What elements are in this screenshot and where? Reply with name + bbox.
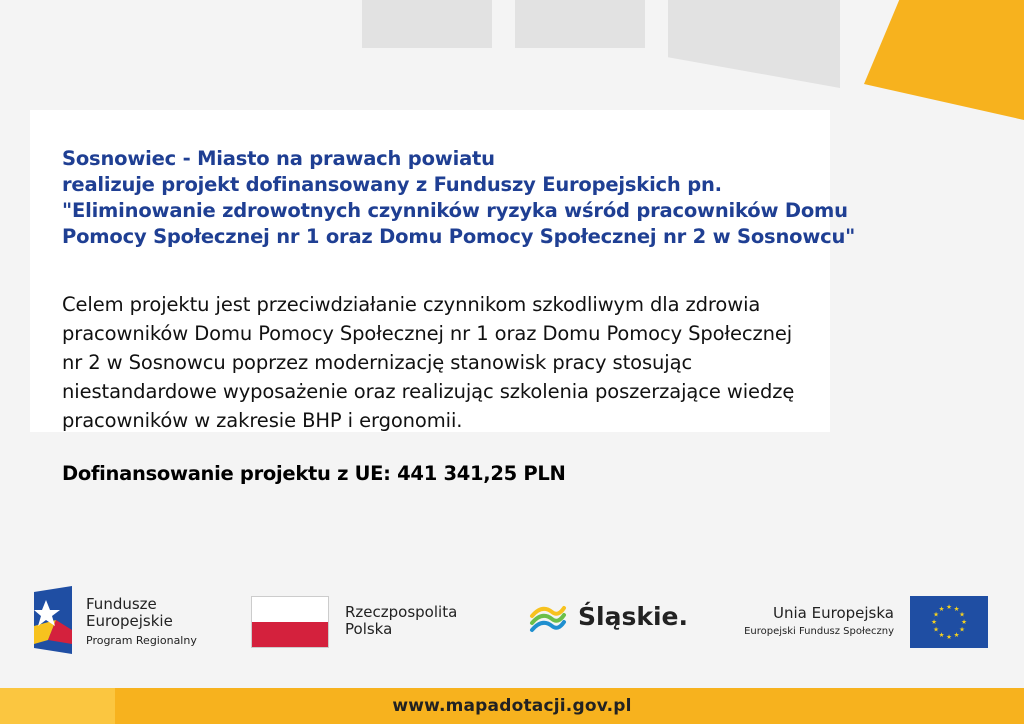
eu-star-icon: ★ bbox=[946, 603, 952, 612]
fundusze-europejskie-logo-text bbox=[86, 596, 197, 649]
funding-amount: Dofinansowanie projektu z UE: 441 341,25 PLN bbox=[62, 462, 566, 485]
eu-star-icon: ★ bbox=[959, 625, 965, 634]
footer-bar bbox=[0, 688, 1024, 724]
heading-line: Sosnowiec - Miasto na prawach powiatu bbox=[62, 147, 495, 170]
eu-star-icon: ★ bbox=[933, 625, 939, 634]
eu-star-icon: ★ bbox=[938, 631, 945, 640]
eu-flag-icon bbox=[910, 596, 988, 648]
rp-line-2: Polska bbox=[345, 620, 393, 638]
eu-star-icon: ★ bbox=[953, 605, 960, 614]
ue-line-1: Unia Europejska bbox=[773, 604, 894, 622]
polish-flag-icon bbox=[251, 596, 329, 648]
description-line: pracowników Domu Pomocy Społecznej nr 1 oraz Domu Pomocy Społecznej bbox=[62, 322, 793, 345]
fundusze-europejskie-logo-icon bbox=[34, 586, 72, 654]
eu-star-icon: ★ bbox=[961, 618, 967, 627]
unia-europejska-logo-text bbox=[720, 604, 894, 637]
heading-line: realizuje projekt dofinansowany z Funduszy Europejskich pn. bbox=[62, 173, 722, 196]
fe-line-2: Europejskie bbox=[86, 612, 173, 630]
heading-line: Pomocy Społecznej nr 1 oraz Domu Pomocy Społecznej nr 2 w Sosnowcu" bbox=[62, 225, 856, 248]
rzeczpospolita-logo-text bbox=[345, 604, 457, 638]
website-url: www.mapadotacji.gov.pl bbox=[392, 696, 632, 716]
eu-star-icon: ★ bbox=[938, 605, 945, 614]
project-heading bbox=[62, 146, 962, 250]
rp-line-1: Rzeczpospolita bbox=[345, 603, 458, 621]
eu-star-icon: ★ bbox=[931, 618, 937, 627]
ue-line-2: Europejski Fundusz Społeczny bbox=[744, 626, 894, 637]
fe-line-1: Fundusze bbox=[86, 595, 157, 613]
description-line: nr 2 w Sosnowcu poprzez modernizację stanowisk pracy stosując bbox=[62, 351, 693, 374]
heading-line: "Eliminowanie zdrowotnych czynników ryzyka wśród pracowników Domu bbox=[62, 199, 848, 222]
eu-star-icon: ★ bbox=[933, 610, 939, 619]
eu-star-icon: ★ bbox=[946, 633, 952, 642]
orange-corner-decoration bbox=[864, 0, 1024, 120]
eu-star-icon: ★ bbox=[959, 610, 965, 619]
description-line: Celem projektu jest przeciwdziałanie czynnikom szkodliwym dla zdrowia bbox=[62, 293, 761, 316]
header-decoration-block-2 bbox=[515, 0, 645, 48]
logo-bar bbox=[0, 578, 1024, 668]
description-line: pracowników w zakresie BHP i ergonomii. bbox=[62, 409, 463, 432]
slaskie-logo-icon bbox=[528, 600, 568, 640]
eu-star-icon: ★ bbox=[953, 631, 960, 640]
header-decoration-block-1 bbox=[362, 0, 492, 48]
description-line: niestandardowe wyposażenie oraz realizując szkolenia poszerzające wiedzę bbox=[62, 380, 795, 403]
fe-line-3: Program Regionalny bbox=[86, 634, 197, 647]
project-description bbox=[62, 290, 992, 435]
header-decoration-block-3 bbox=[668, 0, 840, 88]
slaskie-logo-text: Śląskie. bbox=[578, 602, 688, 631]
